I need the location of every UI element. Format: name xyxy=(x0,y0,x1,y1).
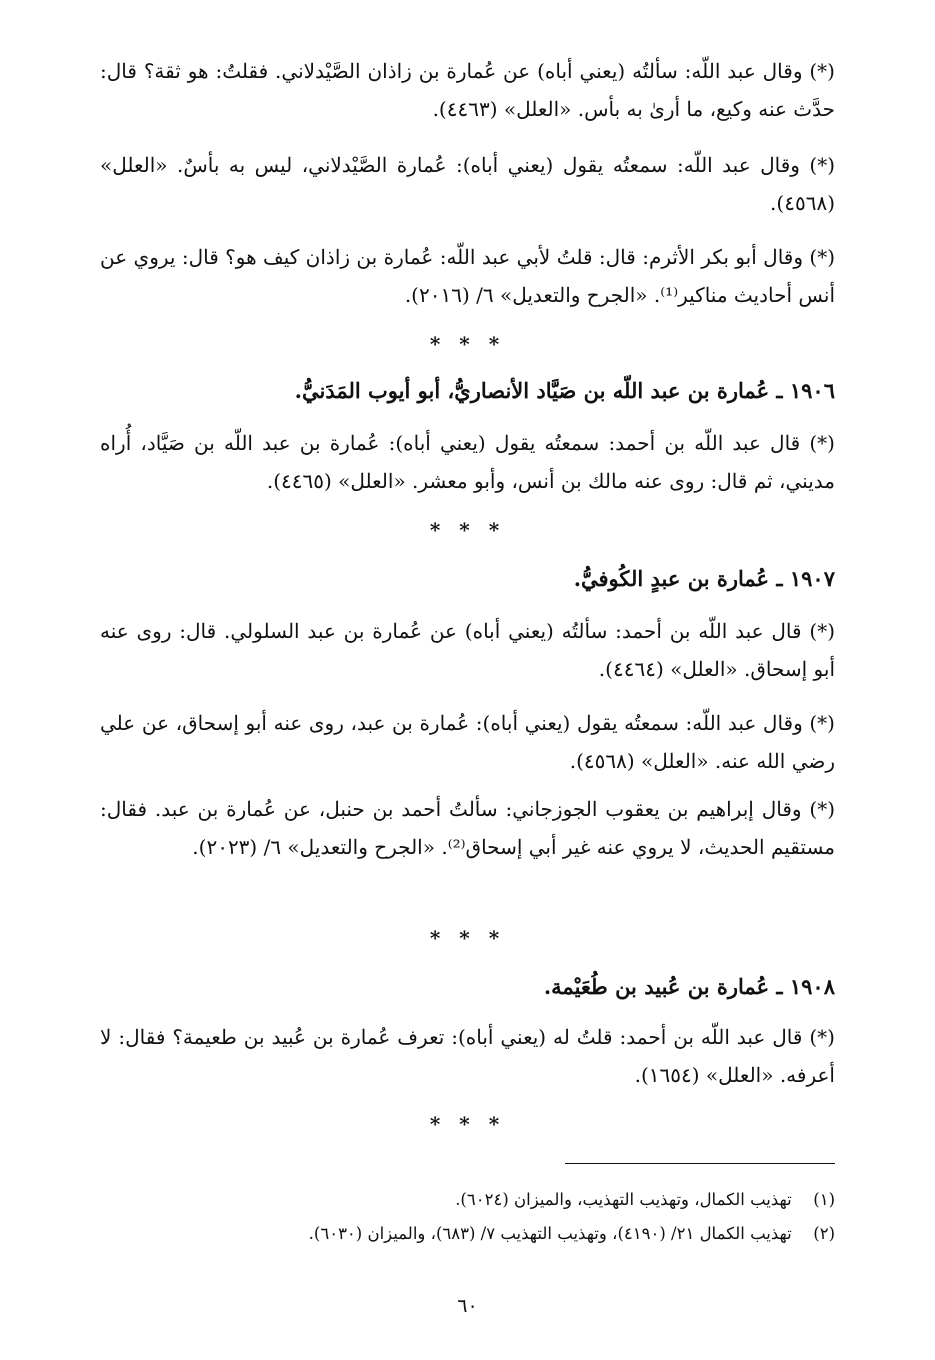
paragraph: (*) قال عبد اللّه بن أحمد: سألتُه (يعني أباه) عن عُمارة بن عبد السلولي. قال: روى عنه أبو إسحاق. «العلل» (٤٤٦٤). xyxy=(100,619,835,681)
footnote xyxy=(100,1222,835,1246)
paragraph: (*) وقال عبد اللّه: سمعتُه يقول (يعني أباه): عُمارة بن عبد، روى عنه أبو إسحاق، عن علي رضي الله عنه. «العلل» (٤٥٦٨). xyxy=(100,711,835,773)
footnote-text: تهذيب الكمال ٢١/ (٤١٩٠)، وتهذيب التهذيب ٧/ (٦٨٣)، والميزان (٦٠٣٠). xyxy=(308,1224,792,1243)
section-divider: * * * xyxy=(429,1112,506,1136)
section-divider: * * * xyxy=(429,926,506,950)
paragraph: (*) قال عبد اللّه بن أحمد: سمعتُه يقول (يعني أباه): عُمارة بن عبد اللّه بن صَيَّاد، أُراه مديني، ثم قال: روى عنه مالك بن أنس، وأبو معشر. «العلل» (٤٤٦٥). xyxy=(100,431,835,493)
footnote xyxy=(100,1188,835,1212)
entry-heading: ١٩٠٨ ـ عُمارة بن عُبيد بن طُعَيْمة. xyxy=(543,974,835,999)
entry-heading: ١٩٠٦ ـ عُمارة بن عبد اللّه بن صَيَّاد الأنصاريُّ، أبو أيوب المَدَنيُّ. xyxy=(294,378,835,403)
section-divider: * * * xyxy=(429,518,506,542)
footnote-text: تهذيب الكمال، وتهذيب التهذيب، والميزان (٦٠٢٤). xyxy=(455,1190,792,1209)
footnote-number: (٢) xyxy=(813,1224,835,1243)
paragraph: (*) وقال إبراهيم بن يعقوب الجوزجاني: سألتُ أحمد بن حنبل، عن عُمارة بن عبد. فقال: مستقيم الحديث، لا يروي عنه غير أبي إسحاق⁽²⁾. «الجرح والتعديل» ٦/ (٢٠٢٣). xyxy=(100,797,835,859)
footnote-rule xyxy=(565,1163,835,1164)
paragraph: (*) وقال عبد اللّه: سألتُه (يعني أباه) عن عُمارة بن زاذان الصَّيْدلاني. فقلتُ: هو ثقة؟ قال: حدَّث عنه وكيع، ما أرىٰ به بأس. «العلل» (٤٤٦٣). xyxy=(100,59,835,121)
paragraph: (*) وقال عبد اللّه: سمعتُه يقول (يعني أباه): عُمارة الصَّيْدلاني، ليس به بأسٌ. «العلل» (٤٥٦٨). xyxy=(100,153,836,215)
entry-heading: ١٩٠٧ ـ عُمارة بن عبدٍ الكُوفيُّ. xyxy=(573,566,835,591)
paragraph: (*) وقال أبو بكر الأثرم: قال: قلتُ لأبي عبد اللّه: عُمارة بن زاذان كيف هو؟ قال: يروي عن أنس أحاديث مناكير⁽¹⁾. «الجرح والتعديل» ٦/ (٢٠١٦). xyxy=(100,245,836,307)
paragraph: (*) قال عبد اللّه بن أحمد: قلتُ له (يعني أباه): تعرف عُمارة بن عُبيد بن طعيمة؟ فقال: لا أعرفه. «العلل» (١٦٥٤). xyxy=(100,1025,835,1087)
page-number: ٦٠ xyxy=(457,1295,478,1317)
footnote-number: (١) xyxy=(813,1190,835,1209)
section-divider: * * * xyxy=(429,332,506,356)
